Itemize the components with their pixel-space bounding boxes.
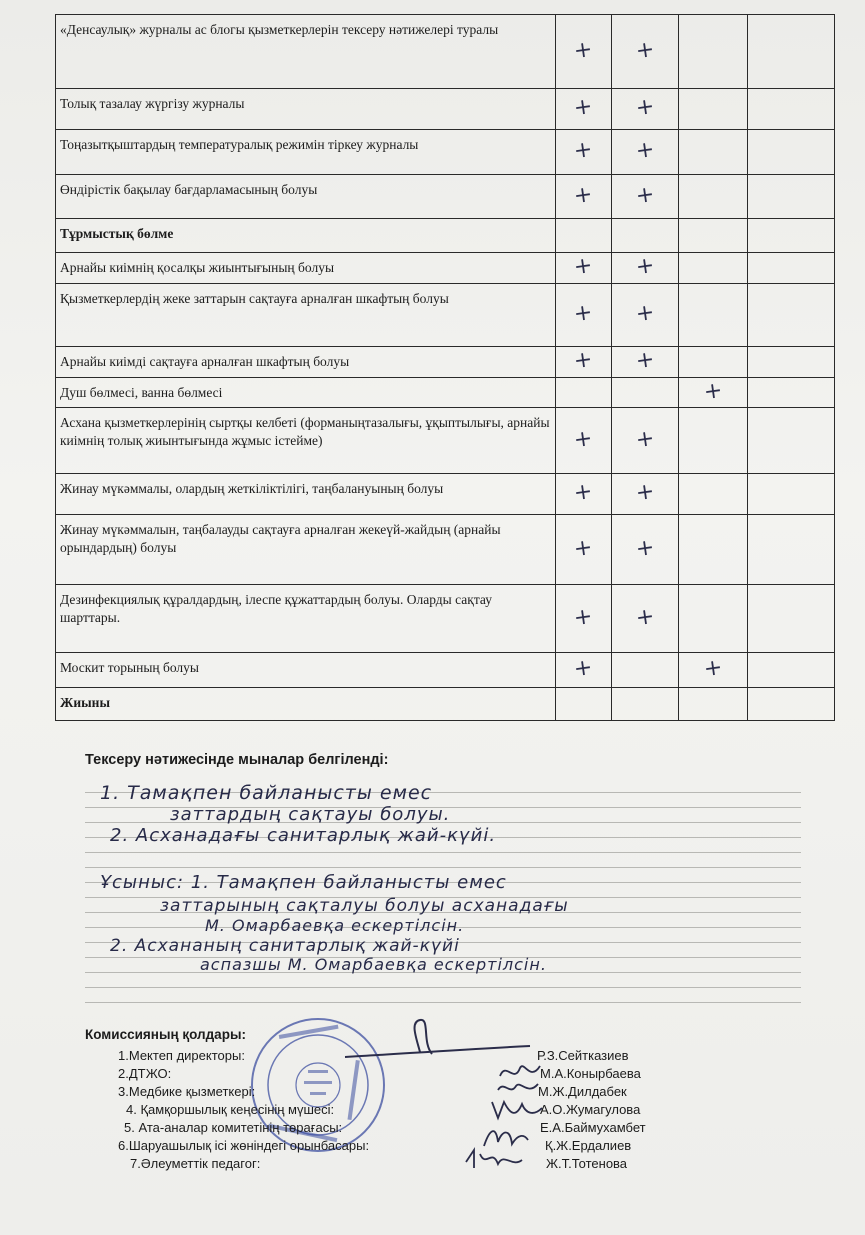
mark-cell (679, 175, 748, 219)
handwritten-mark: + (572, 136, 595, 165)
handwritten-mark: + (572, 478, 595, 507)
table-row (56, 175, 835, 219)
row-label-cell (56, 130, 556, 175)
row-label-cell (56, 378, 556, 408)
member-role: 5. Ата-аналар комитетінің төрағасы: (124, 1120, 343, 1135)
handwritten-mark: + (702, 377, 724, 405)
mark-cell (679, 474, 748, 515)
handwritten-mark: + (634, 346, 656, 375)
mark-cell (556, 378, 612, 408)
mark-cell (679, 515, 748, 585)
table-row (56, 130, 835, 175)
section-label: Жиыны (60, 695, 110, 710)
mark-cell (748, 347, 835, 378)
mark-cell (556, 130, 612, 175)
mark-cell (679, 284, 748, 347)
row-label-cell (56, 253, 556, 284)
member-name: М.Ж.Дилдабек (538, 1084, 627, 1099)
mark-cell (556, 253, 612, 284)
handwriting-line: 2. Асханадағы санитарлық жай-күйі. (110, 825, 497, 846)
mark-cell (612, 408, 679, 474)
row-label-cell (56, 347, 556, 378)
section-row (56, 688, 835, 721)
mark-cell (748, 474, 835, 515)
mark-cell (679, 347, 748, 378)
handwritten-mark: + (634, 425, 656, 453)
mark-cell (612, 284, 679, 347)
handwritten-mark: + (634, 299, 656, 328)
handwritten-mark: + (572, 534, 595, 562)
mark-cell (679, 408, 748, 474)
mark-cell (748, 408, 835, 474)
handwritten-mark: + (572, 346, 595, 375)
mark-cell (612, 378, 679, 408)
mark-cell (679, 15, 748, 89)
handwriting-line: аспазшы М. Омарбаевқа ескертілсін. (200, 955, 547, 974)
member-name: Р.З.Сейтказиев (537, 1048, 629, 1063)
mark-cell (748, 89, 835, 130)
handwritten-mark: + (634, 603, 656, 631)
handwritten-mark: + (572, 181, 595, 209)
row-label: Толық тазалау жүргізу журналы (60, 96, 245, 111)
mark-cell (748, 175, 835, 219)
row-label-cell (56, 408, 556, 474)
mark-cell (679, 253, 748, 284)
handwritten-mark: + (634, 534, 656, 562)
member-role: 7.Әлеуметтік педагог: (130, 1156, 261, 1171)
mark-cell (612, 130, 679, 175)
row-label-cell (56, 284, 556, 347)
mark-cell (679, 89, 748, 130)
row-label-cell (56, 15, 556, 89)
mark-cell (612, 347, 679, 378)
mark-cell (612, 653, 679, 688)
row-label-cell (56, 219, 556, 253)
handwriting-line: заттарының сақталуы болуы асханадағы (160, 896, 569, 916)
row-label-cell (56, 89, 556, 130)
mark-cell (612, 585, 679, 653)
mark-cell (748, 688, 835, 721)
member-name: Қ.Ж.Ердалиев (545, 1138, 632, 1153)
table-row (56, 653, 835, 688)
mark-cell (556, 585, 612, 653)
row-label: Дезинфекциялық құралдардың, ілеспе құжаттардың болуы. Оларды сақтау шарттары. (60, 592, 492, 625)
handwriting-line: М. Омарбаевқа ескертілсін. (205, 916, 465, 935)
handwritten-mark: + (572, 36, 595, 64)
section-label: Тұрмыстық бөлме (60, 226, 174, 241)
mark-cell (679, 219, 748, 253)
mark-cell (748, 585, 835, 653)
mark-cell (556, 515, 612, 585)
handwritten-mark: + (572, 299, 595, 328)
table-row (56, 585, 835, 653)
mark-cell (612, 15, 679, 89)
mark-cell (556, 688, 612, 721)
table-row (56, 408, 835, 474)
row-label: Асхана қызметкерлерінің сыртқы келбеті (форманыңтазалығы, ұқыптылығы, арнайы киімнің толық жиынтығында жұмыс істейме) (60, 415, 550, 448)
handwritten-mark: + (572, 654, 595, 683)
mark-cell (556, 408, 612, 474)
row-label: Өндірістік бақылау бағдарламасының болуы (60, 182, 318, 197)
handwritten-mark: + (702, 654, 724, 683)
mark-cell (612, 253, 679, 284)
mark-cell (748, 653, 835, 688)
table-row (56, 89, 835, 130)
row-label-cell (56, 585, 556, 653)
handwriting-line: Ұсыныс: 1. Тамақпен байланысты емес (100, 872, 507, 893)
row-label-cell (56, 474, 556, 515)
row-label: Жинау мүкәммалын, таңбалауды сақтауға арналған жекеүй-жайдың (арнайы орындардың) болуы (60, 522, 501, 555)
member-name: А.О.Жумагулова (540, 1102, 641, 1117)
mark-cell (612, 474, 679, 515)
member-role: 1.Мектеп директоры: (118, 1048, 245, 1063)
mark-cell (612, 515, 679, 585)
commission-title: Комиссияның қолдары: (85, 1027, 246, 1042)
mark-cell (679, 378, 748, 408)
row-label: Арнайы киімді сақтауға арналған шкафтың болуы (60, 354, 350, 369)
mark-cell (679, 585, 748, 653)
table-row (56, 15, 835, 89)
row-label: Душ бөлмесі, ванна бөлмесі (60, 385, 223, 400)
row-label-cell (56, 175, 556, 219)
table-row (56, 515, 835, 585)
mark-cell (556, 474, 612, 515)
mark-cell (748, 130, 835, 175)
handwriting-line: 1. Тамақпен байланысты емес (100, 782, 433, 804)
member-role: 4. Қамқоршылық кеңесінің мүшесі: (126, 1102, 335, 1117)
member-name: Ж.Т.Тотенова (546, 1156, 628, 1171)
mark-cell (612, 89, 679, 130)
table-row (56, 474, 835, 515)
mark-cell (556, 175, 612, 219)
handwritten-mark: + (634, 252, 656, 281)
mark-cell (679, 653, 748, 688)
section-row (56, 219, 835, 253)
member-role: 2.ДТЖО: (118, 1066, 172, 1081)
member-role: 6.Шаруашылық ісі жөніндегі орынбасары: (118, 1138, 370, 1153)
inspection-table (55, 14, 835, 721)
mark-cell (612, 175, 679, 219)
results-title: Тексеру нәтижесінде мыналар белгіленді: (85, 752, 389, 768)
mark-cell (748, 515, 835, 585)
handwritten-mark: + (634, 36, 656, 64)
handwritten-mark: + (572, 603, 595, 631)
signature-7 (460, 1144, 530, 1174)
handwritten-mark: + (572, 252, 595, 281)
mark-cell (556, 653, 612, 688)
handwritten-mark: + (572, 425, 595, 453)
row-label-cell (56, 515, 556, 585)
mark-cell (556, 284, 612, 347)
mark-cell (556, 219, 612, 253)
handwritten-mark: + (634, 136, 656, 165)
handwritten-mark: + (634, 181, 656, 209)
mark-cell (748, 378, 835, 408)
mark-cell (748, 284, 835, 347)
handwriting-line: заттардың сақтауы болуы. (170, 804, 451, 825)
handwritten-mark: + (572, 93, 595, 122)
mark-cell (612, 219, 679, 253)
mark-cell (612, 688, 679, 721)
row-label: «Денсаулық» журналы ас блогы қызметкерлерін тексеру нәтижелері туралы (60, 22, 499, 37)
member-name: М.А.Конырбаева (540, 1066, 641, 1081)
row-label-cell (56, 688, 556, 721)
mark-cell (556, 89, 612, 130)
member-name: Е.А.Баймухамбет (540, 1120, 646, 1135)
row-label: Тоңазытқыштардың температуралық режимін тіркеу журналы (60, 137, 419, 152)
mark-cell (556, 15, 612, 89)
mark-cell (748, 219, 835, 253)
handwritten-mark: + (634, 478, 656, 507)
table-row (56, 347, 835, 378)
row-label: Жинау мүкәммалы, олардың жеткіліктілігі, таңбалануының болуы (60, 481, 444, 496)
mark-cell (748, 15, 835, 89)
member-role: 3.Медбике қызметкері: (118, 1084, 256, 1099)
table-row (56, 284, 835, 347)
table-row (56, 378, 835, 408)
row-label: Қызметкерлердің жеке заттарын сақтауға арналған шкафтың болуы (60, 291, 449, 306)
row-label-cell (56, 653, 556, 688)
table-row (56, 253, 835, 284)
row-label: Арнайы киімнің қосалқы жиынтығының болуы (60, 260, 335, 275)
mark-cell (556, 347, 612, 378)
row-label: Москит торының болуы (60, 660, 199, 675)
handwritten-mark: + (634, 93, 656, 122)
handwriting-line: 2. Асхананың санитарлық жай-күйі (110, 936, 460, 956)
mark-cell (748, 253, 835, 284)
mark-cell (679, 130, 748, 175)
mark-cell (679, 688, 748, 721)
